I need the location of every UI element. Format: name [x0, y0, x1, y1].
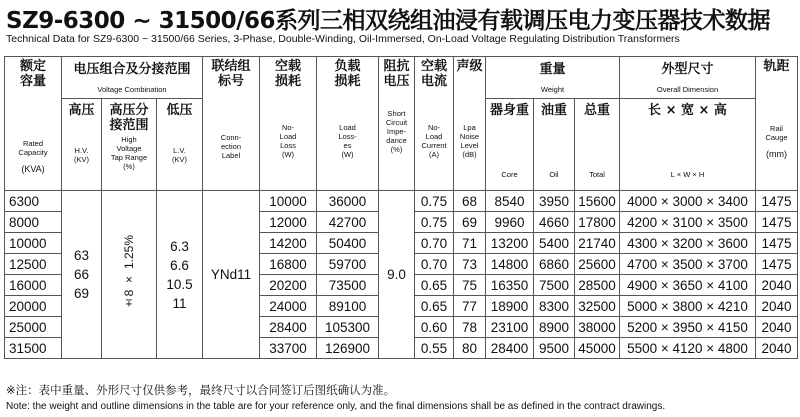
header-tap-en: High Voltage Tap Range (%): [110, 135, 148, 171]
header-tap-range: [102, 99, 157, 191]
cell-oil: 4660: [534, 212, 575, 233]
cell-noload: 16800: [260, 254, 317, 275]
cell-noise: 80: [454, 338, 486, 359]
cell-load: 105300: [317, 317, 379, 338]
cell-capacity: 8000: [5, 212, 62, 233]
cell-load: 59700: [317, 254, 379, 275]
cell-core: 18900: [486, 296, 534, 317]
cell-oil: 8900: [534, 317, 575, 338]
cell-total: 28500: [575, 275, 620, 296]
header-voltage-cn: 电压组合及分接范围: [73, 61, 191, 77]
cell-noise: 73: [454, 254, 486, 275]
cell-rail: 2040: [756, 296, 798, 317]
header-noise: [454, 57, 486, 191]
cell-total: 38000: [575, 317, 620, 338]
header-total: [575, 99, 620, 191]
cell-dimension: 4300 × 3200 × 3600: [620, 233, 756, 254]
hv-values: 63 66 69: [73, 248, 90, 301]
cell-total: 45000: [575, 338, 620, 359]
tap-range-value: ±8 × 1.25%: [122, 235, 136, 311]
header-rail-cn: 轨距: [763, 59, 790, 74]
footnote-english: Note: the weight and outline dimensions in the table are for your reference only, and the final dimensions shall be as defined in the contract drawings.: [6, 401, 666, 412]
connection-value: YNd11: [210, 267, 252, 282]
header-imp-en: Short Circuit Impe- dance (%): [385, 109, 408, 154]
footnote-chinese: ※注：表中重量、外形尺寸仅供参考，最终尺寸以合同签订后图纸确认为准。: [6, 383, 396, 397]
header-imp-cn: 阻抗 电压: [383, 59, 410, 89]
cell-total: 32500: [575, 296, 620, 317]
header-load-en: Load Loss- es (W): [338, 123, 357, 159]
header-rail-gauge: [756, 57, 798, 191]
cell-noload: 24000: [260, 296, 317, 317]
cell-total: 21740: [575, 233, 620, 254]
cell-dimension: 4200 × 3100 × 3500: [620, 212, 756, 233]
header-connection: [203, 57, 260, 191]
cell-capacity: 6300: [5, 191, 62, 212]
cell-dimension: 4700 × 3500 × 3700: [620, 254, 756, 275]
header-dim-sub-cn: 长 × 宽 × 高: [648, 103, 727, 118]
header-capacity-en: Rated Capacity: [18, 139, 48, 157]
technical-data-table: [4, 56, 798, 359]
cell-current: 0.70: [415, 233, 454, 254]
header-lv-en: L.V. (KV): [172, 146, 187, 164]
cell-load: 126900: [317, 338, 379, 359]
cell-current: 0.75: [415, 191, 454, 212]
cell-rail: 1475: [756, 212, 798, 233]
cell-load: 89100: [317, 296, 379, 317]
cell-total: 15600: [575, 191, 620, 212]
cell-core: 9960: [486, 212, 534, 233]
cell-load: 50400: [317, 233, 379, 254]
header-capacity-cn: 额定 容量: [19, 59, 46, 89]
impedance-value: 9.0: [387, 267, 406, 282]
cell-rail: 1475: [756, 191, 798, 212]
page-subtitle: Technical Data for SZ9-6300 ~ 31500/66 Series, 3-Phase, Double-Winding, Oil-Immersed, On-Load Voltage Regulating Distribution Transformers: [6, 33, 680, 45]
cell-rail: 2040: [756, 275, 798, 296]
header-load-loss: [317, 57, 379, 191]
header-noload-cn: 空载 损耗: [274, 59, 301, 89]
header-hv-cn: 高压: [68, 103, 95, 118]
cell-noise: 78: [454, 317, 486, 338]
header-impedance: [379, 57, 415, 191]
cell-capacity: 12500: [5, 254, 62, 275]
cell-noise: 75: [454, 275, 486, 296]
cell-rail: 2040: [756, 338, 798, 359]
cell-noload: 20200: [260, 275, 317, 296]
cell-noload: 33700: [260, 338, 317, 359]
cell-current: 0.65: [415, 275, 454, 296]
cell-core: 13200: [486, 233, 534, 254]
cell-rail: 1475: [756, 254, 798, 275]
header-capacity-unit: (KVA): [21, 164, 45, 174]
header-cur-cn: 空载 电流: [420, 59, 447, 89]
cell-total: 25600: [575, 254, 620, 275]
cell-dimension: 5000 × 3800 × 4210: [620, 296, 756, 317]
cell-oil: 6860: [534, 254, 575, 275]
cell-oil: 7500: [534, 275, 575, 296]
cell-rail: 2040: [756, 317, 798, 338]
cell-current: 0.60: [415, 317, 454, 338]
cell-current: 0.70: [415, 254, 454, 275]
cell-core: 8540: [486, 191, 534, 212]
header-core: [486, 99, 534, 191]
header-hv: [62, 99, 102, 191]
header-conn-en: Conn- ection Label: [220, 133, 242, 160]
cell-dimension: 5200 × 3950 × 4150: [620, 317, 756, 338]
cell-oil: 5400: [534, 233, 575, 254]
header-noload-loss: [260, 57, 317, 191]
cell-noise: 71: [454, 233, 486, 254]
cell-dimension: 4000 × 3000 × 3400: [620, 191, 756, 212]
header-noise-cn: 声级: [456, 59, 483, 74]
cell-imp-merged: [379, 191, 415, 359]
cell-capacity: 16000: [5, 275, 62, 296]
header-dim-en: Overall Dimension: [656, 84, 719, 94]
cell-load: 42700: [317, 212, 379, 233]
cell-capacity: 31500: [5, 338, 62, 359]
cell-oil: 9500: [534, 338, 575, 359]
header-load-cn: 负载 损耗: [334, 59, 361, 89]
cell-dimension: 5500 × 4120 × 4800: [620, 338, 756, 359]
header-dim-sub-en: L × W × H: [670, 170, 705, 179]
header-conn-cn: 联结组 标号: [211, 59, 251, 89]
cell-capacity: 20000: [5, 296, 62, 317]
header-weight: [486, 57, 620, 99]
header-noise-en: Lpa Noise Level (dB): [459, 123, 480, 159]
cell-core: 14800: [486, 254, 534, 275]
header-dimension: [620, 57, 756, 99]
cell-conn-merged: [203, 191, 260, 359]
cell-dimension: 4900 × 3650 × 4100: [620, 275, 756, 296]
cell-hv-merged: [62, 191, 102, 359]
header-voltage-combination: [62, 57, 203, 99]
cell-noload: 12000: [260, 212, 317, 233]
header-hv-en: H.V. (KV): [74, 146, 89, 164]
header-noload-current: [415, 57, 454, 191]
cell-load: 73500: [317, 275, 379, 296]
header-cur-en: No- Load Current (A): [421, 123, 447, 159]
header-total-en: Total: [589, 170, 605, 179]
cell-rail: 1475: [756, 233, 798, 254]
header-oil: [534, 99, 575, 191]
cell-total: 17800: [575, 212, 620, 233]
header-dim-cn: 外型尺寸: [661, 61, 714, 77]
cell-noise: 69: [454, 212, 486, 233]
cell-noise: 68: [454, 191, 486, 212]
cell-current: 0.65: [415, 296, 454, 317]
cell-noload: 14200: [260, 233, 317, 254]
header-lv-cn: 低压: [166, 103, 193, 118]
header-noload-en: No- Load Loss (W): [279, 123, 297, 159]
cell-core: 23100: [486, 317, 534, 338]
table-row: [5, 191, 798, 212]
cell-lv-merged: [157, 191, 203, 359]
cell-load: 36000: [317, 191, 379, 212]
header-oil-cn: 油重: [540, 103, 567, 118]
cell-noload: 28400: [260, 317, 317, 338]
header-weight-en: Weight: [540, 84, 565, 94]
header-core-cn: 器身重: [489, 103, 529, 118]
lv-values: 6.3 6.6 10.5 11: [166, 238, 193, 311]
cell-capacity: 25000: [5, 317, 62, 338]
header-rail-unit: (mm): [766, 149, 787, 159]
header-lv: [157, 99, 203, 191]
header-oil-en: Oil: [549, 170, 559, 179]
cell-core: 28400: [486, 338, 534, 359]
cell-oil: 3950: [534, 191, 575, 212]
header-voltage-en: Voltage Combination: [97, 84, 167, 94]
cell-noise: 77: [454, 296, 486, 317]
cell-oil: 8300: [534, 296, 575, 317]
header-rail-en: Rail Cauge: [765, 124, 788, 142]
cell-core: 16350: [486, 275, 534, 296]
header-core-en: Core: [501, 170, 518, 179]
cell-tap-merged: [102, 191, 157, 359]
header-capacity: [5, 57, 62, 191]
header-total-cn: 总重: [583, 103, 610, 118]
cell-current: 0.75: [415, 212, 454, 233]
header-dimension-lwh: [620, 99, 756, 191]
header-weight-cn: 重量: [539, 61, 566, 77]
page-title: SZ9-6300 ~ 31500/66系列三相双绕组油浸有载调压电力变压器技术数据: [6, 8, 771, 34]
cell-current: 0.55: [415, 338, 454, 359]
header-tap-cn: 高压分 接范围: [109, 103, 149, 133]
cell-capacity: 10000: [5, 233, 62, 254]
cell-noload: 10000: [260, 191, 317, 212]
